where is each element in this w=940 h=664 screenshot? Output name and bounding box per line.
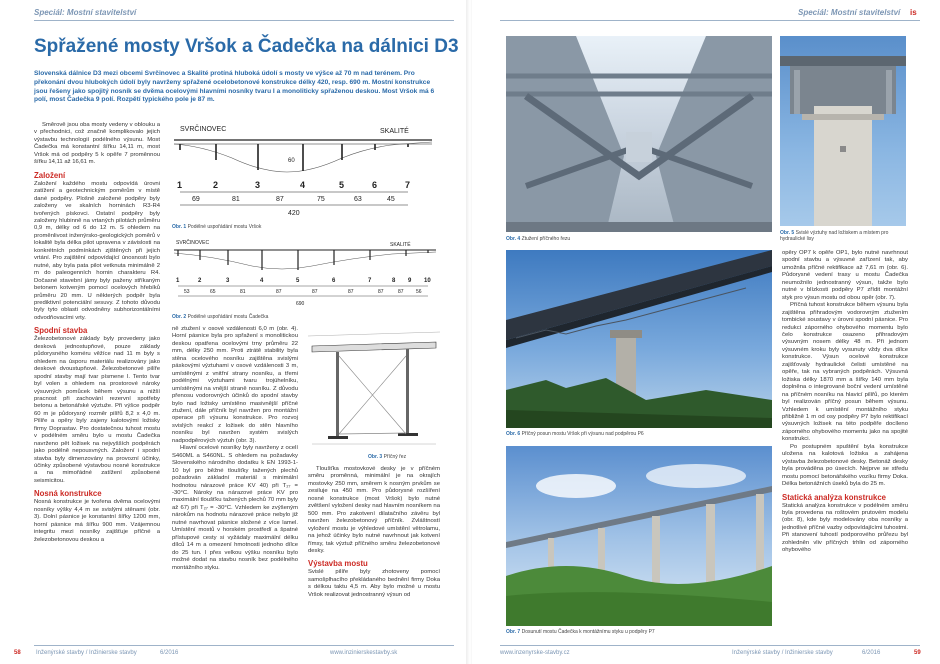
fig2-span-7: 87 xyxy=(378,289,384,295)
text-column-3 xyxy=(308,466,440,642)
footer-rule-right xyxy=(500,645,920,646)
fig4-caption-text: Ztužení příčného řezu xyxy=(521,236,571,242)
header-rule-right xyxy=(500,20,920,21)
right-page xyxy=(472,0,940,664)
fig1-span-2: 81 xyxy=(232,196,240,203)
fig4-caption-num: Obr. 4 xyxy=(506,236,521,242)
fig1-pier-1: 1 xyxy=(177,180,183,190)
paragraph-col3: Tloušťka mostovkové desky je v příčném směru proměnná, minimální je na okrajích mostovky 250 mm, směrem k nosným prvkům se zesiluje na 450 mm. Pro půdorysné rozšíření nosné konstrukce (most Vršok) bylo nutné zvětšení vyložení desky nad hlavním nosníkem na 500 mm. Pro zakotvení dilatačního závěru byl navržen železobetonový příčník. Zvláštností vyložení mostu je výhledové umístění větrolamu, na jehož účinky bylo nutné navrhnout jak kotvení římsy, tak výztuž příčného směru železobetonové desky. xyxy=(308,466,440,554)
fig2-span-5: 87 xyxy=(312,289,318,295)
paragraph-right-3: Po postupném spuštění byla konstrukce uložena na kalotová ložiska a zahájena výstavba železobetonové desky. Betonáž desky byla prováděna po úsecích. Nejprve se středu mostu pomocí betonářského vozíku firmy Doka. Délka betonážních úseků byla do 25 m. xyxy=(782,443,908,488)
paragraph-spodni-stavba: Železobetonové základy byly provedeny jako desková jednostupňové, pouze základy půdorysného koméru věžíce nad 11 m byly s ohledem na úsporu materiálu realizovány jako deskové dvoustupňové. Železobetonové pilíře spodní stavby mají tvar písmene I. Tento tvar byl volen s ohledem na prostorové nároky výsuvných pomůcek během výsunu a nižší pracnost při zachování rezervní spotřeby betonu a betonářské výztuže. Při výšce podpěr 60 m je půdorysný rozměr pilířů 8,2 x 4,0 m. Pilíře a opěry byly zajeny kalotovými ložisky firmy Doprastav. Pro dostatečnou tuhost mostu v podélném směru bylo u mostu Čadečka navrženo pět ložisek na nejvyšších podpěrách jako podélně nepousvných. Založení i spodní stavba byly dimenzovány na provozní účinky, účinky způsobené výstavbou nosné konstrukce a na mimořádné zatížení způsobené seismicitou. xyxy=(34,336,160,484)
fig1-label-left: SVRČINOVEC xyxy=(180,126,227,133)
fig1-span-4: 75 xyxy=(317,196,325,203)
paragraph-nosna-konstrukce: Nosná konstrukce je tvořena dvěma ocelovými nosníky výšky 4,4 m se svislými stěnami (obr. 3). Dolní pásnice je konstantní šířky 1200 mm, horní pásnice má šířku 900 mm. Vzájemnou integritu mezi nosníky zajišťuje příčné a železobetonovou deskou a xyxy=(34,499,160,543)
page-number-left: 58 xyxy=(14,650,21,656)
fig5-caption-num: Obr. 5 xyxy=(780,230,795,236)
photo-girder-bracing xyxy=(506,36,772,232)
fig1-pier-3: 3 xyxy=(255,180,261,190)
paragraph-col2-2: Hlavní ocelové nosníky byly navrženy z ocelí S460ML a S460NL. S ohledem na požadavky Slovenského národního dodatku k EN 1993-1-10 byl pro běžné tloušťky tažených plechů požadován základní materiál s minimální hodnotou nárazové práce KV 40) při T₂₇ = -30°C. Nároky na nárazové práce KV pro maximální tloušťku tažených plechů 70 mm byly až 67) při T₂₇ = -30°C. Vzhledem ke zvýšeným nárokům na hodnotu nárazové práce nebylo již nutné navrhovat pásnice složené z více lamel. Umístění mostů v horském prostředí a špatné přístupové cesty si vyžádaly maximální délku dílců 14 m a omezení hmotnosti jednoho dílce do 25 tun. I přes velkou výšku nosníku bylo možné dodat na stavbu nosník bez podélného montážního styku. xyxy=(172,445,298,571)
page-number-right: 59 xyxy=(914,650,921,656)
journal-name-left: Inženýrské stavby / Inžinierske stavby xyxy=(36,650,137,656)
fig3-caption-text: Příčný řez xyxy=(383,454,407,460)
right-page-label: is xyxy=(910,8,917,17)
text-column-1 xyxy=(34,122,160,642)
figure-5-caption xyxy=(780,230,910,242)
paragraph-staticka-analyza: Statická analýza konstrukce v podélném směru byla provedena na roštovém prutovém modelu (obr. 8), kde byly modelovány oba nosníky a jednotlivé příčné vazby odpovídajícími tuhostmi. Při stanovení tuhostí podporového průřezu byl zohledněn vliv příčných trhlin od záporného ohybového xyxy=(782,502,908,554)
fig1-height: 60 xyxy=(288,158,295,164)
fig1-pier-5: 5 xyxy=(339,180,345,190)
fig1-pier-6: 6 xyxy=(372,180,378,190)
fig2-pier-10: 10 xyxy=(424,278,431,284)
url-right: www.inzenyrske-stavby.cz xyxy=(500,650,570,656)
paragraph-col2-1: ně ztužení v osové vzdálenosti 6,0 m (obr. 4). Horní pásnice byla pro spřažení s monolitickou deskou opatřena ocelovými trny průměru 22 mm, délky 250 mm. Proti ztrátě stability byla stěna ocelového nosníku zajištěna svislými páskovými výztuhami v osové vzdálenosti 3 m, umístěnými z vnitřní strany nosníku, a třemi podélnými výztuhami tvaru trojúhelníku, umístěnými na vnější straně nosníku. Z důvodu přenosu vodorovných účinků do spodní stavby bylo nad ložisky umístěno masivnější příčné ztužení, dále příčník byl navržen pro montážní operace při výsunu konstrukce. Pro rozvoj svislých reakcí z ložisek do stěn hlavního nosníku byl navržen systém svislých nadpodpěrových výztuh (obr. 3). xyxy=(172,326,298,444)
fig2-label-right: SKALITÉ xyxy=(390,242,411,248)
figure-6-caption xyxy=(506,431,772,437)
figure-3-caption xyxy=(368,454,438,460)
article-lead: Slovenská dálnice D3 mezi obcemi Svrčinovec a Skalité protíná hluboká údolí s mosty ve výšce až 70 m nad terénem. Pro překonání dvou hlubokých údolí byly navrženy spřažené ocelobetonové konstrukce délky 420, resp. 690 m. Mostní konstrukce jsou řešeny jako spojitý nosník se dvěma ocelovými hlavními nosníky tvaru I a monoliticky spřaženou deskou. Most Vršok má 6 polí, most Čadečka 9 polí. Rozpětí typického pole je 87 m. xyxy=(34,70,435,104)
figure-1-caption xyxy=(172,224,440,230)
fig2-total: 690 xyxy=(296,301,305,307)
heading-staticka-analyza: Statická analýza konstrukce xyxy=(782,492,887,502)
fig2-label-left: SVRČINOVEC xyxy=(176,240,210,246)
fig2-span-6: 87 xyxy=(348,289,354,295)
fig2-span-8: 87 xyxy=(398,289,404,295)
figure-2-cadecka-elevation xyxy=(172,236,440,310)
fig2-pier-5: 5 xyxy=(296,278,300,284)
heading-nosna-konstrukce: Nosná konstrukce xyxy=(34,489,102,499)
fig2-span-9: 56 xyxy=(416,289,422,295)
fig1-pier-7: 7 xyxy=(405,180,411,190)
fig2-pier-2: 2 xyxy=(198,278,202,284)
fig1-total: 420 xyxy=(288,210,300,217)
fig3-caption-num: Obr. 3 xyxy=(368,454,383,460)
fig2-span-2: 65 xyxy=(210,289,216,295)
figure-3-cross-section xyxy=(306,326,442,452)
intro-paragraph: Směrově jsou oba mosty vedeny v oblouku a v přechodnici, což značně komplikovalo jejich výstavbu technologií podélného výsunu. Most Čadečka má konstantní šířku 14,11 m, most Vršok má od podpěry 5 k opěře 7 proměnnou šířku 14,11 až 16,61 m. xyxy=(34,122,160,166)
fig2-pier-4: 4 xyxy=(260,278,264,284)
fig2-caption-num: Obr. 2 xyxy=(172,314,187,320)
section-header-right: Speciál: Mostní stavitelství xyxy=(798,8,901,17)
fig1-pier-4: 4 xyxy=(300,180,306,190)
fig2-pier-3: 3 xyxy=(226,278,230,284)
photo-vrsok-launch xyxy=(506,250,772,428)
photo-cadecka-launch xyxy=(506,446,772,626)
figure-7-caption xyxy=(506,629,772,635)
figure-2-caption xyxy=(172,314,440,320)
fig1-span-6: 45 xyxy=(387,196,395,203)
header-rule-left xyxy=(34,20,454,21)
heading-vystavba: Výstavba mostu xyxy=(308,559,368,569)
fig1-span-5: 63 xyxy=(354,196,362,203)
fig2-span-4: 87 xyxy=(276,289,282,295)
fig2-pier-1: 1 xyxy=(176,278,180,284)
paragraph-right-1: opěry OP7 k opěře OP1, bylo nutné navrhnout spodní stavbu a výsuvné zařízení tak, aby umožnila příčné rektifikace až 7,61 m (obr. 6). Půdorysné vedení trasy u mostu Čadečka neumožnilo jednostranný výsun, takže bylo nutné v blízkosti podpěry P7 zřídit montážní styk pro výsun mostu od obou opěr (obr. 7). xyxy=(782,250,908,301)
fig6-caption-num: Obr. 6 xyxy=(506,431,521,437)
fig1-pier-2: 2 xyxy=(213,180,219,190)
fig1-label-right: SKALITÉ xyxy=(380,128,409,135)
paragraph-vystavba: Svislé pilíře byly zhotoveny pomocí samošplhacího překládaného bednění firmy Doka s délkou taktu 4,5 m. Aby bylo možné u mostu Vršok realizovat jednostranný výsun od xyxy=(308,569,440,598)
fig2-span-1: 53 xyxy=(184,289,190,295)
fig1-span-3: 87 xyxy=(276,196,284,203)
fig1-caption-num: Obr. 1 xyxy=(172,224,187,230)
figure-4-caption xyxy=(506,236,772,242)
journal-name-right: Inženýrské stavby / Inžinierske stavby xyxy=(732,650,833,656)
footer-rule-left xyxy=(34,645,454,646)
fig2-pier-7: 7 xyxy=(368,278,372,284)
fig7-caption-num: Obr. 7 xyxy=(506,629,521,635)
issue-left: 6/2016 xyxy=(160,650,179,656)
figure-1-vrsok-elevation xyxy=(172,122,440,222)
fig1-caption-text: Podélné uspořádání mostu Vršok xyxy=(187,224,262,230)
fig2-span-3: 81 xyxy=(240,289,246,295)
fig5-caption-text: Svislé výztuhy nad ložiskem a místem pro hydraulické lisy xyxy=(780,230,889,242)
fig2-pier-6: 6 xyxy=(332,278,336,284)
fig1-span-1: 69 xyxy=(192,196,200,203)
article-title: Spřažené mosty Vršok a Čadečka na dálnici D3 xyxy=(34,36,459,57)
fig2-pier-8: 8 xyxy=(392,278,396,284)
text-column-2 xyxy=(172,326,298,642)
fig7-caption-text: Dosunutí mostu Čadečka k montážnímu styku u podpěry P7 xyxy=(521,629,655,635)
text-column-right xyxy=(782,250,908,642)
url-left: www.inzinierskestavby.sk xyxy=(330,650,398,656)
fig2-caption-text: Podélné uspořádání mostu Čadečka xyxy=(187,314,269,320)
heading-zalozeni: Založení xyxy=(34,170,66,180)
fig2-pier-9: 9 xyxy=(408,278,412,284)
issue-right: 6/2016 xyxy=(862,650,881,656)
section-header-left: Speciál: Mostní stavitelství xyxy=(34,8,137,17)
fig6-caption-text: Příčný posun mostu Vršok při výsunu nad podpěrou P6 xyxy=(521,431,644,437)
paragraph-zalozeni: Založení každého mostu odpovídá úrovni zatížení a geotechnickým poměrům v místě dané podpěry. Plošně založené podpěry byly založeny ve skalních horninách R3-R4 tvořených pískovci. Ostatní podpěry byly založeny hlubinně na vrtaných pilotách průměru 0,9 m, délky od 6 do 12 m. S ohledem na proměnlivost inženýrsko-geologických poměrů v lokalitě byla délka pilot upravena v závislosti na konkrétních podmínkách zjištěných při jejich vrtání. Pro zajištění odpovídající únosnosti bylo nutné, aby byla pata pilot vetknuta minimálně 2 m do paleogenních hornin charakteru R4. Dočasné stavební jámy byly paženy stříkaným betonem kotveným pomocí ocelových hřebíků průměru 20 mm. U některých podpěr byla prediktivní potenciální sesuvy. Z tohoto důvodu byly tyto oblasti odvodněny subhorizontálními odvodňovacími vrty. xyxy=(34,180,160,321)
photo-pier-stiffeners xyxy=(780,36,906,226)
left-page xyxy=(0,0,468,664)
paragraph-right-2: Příčná tuhost konstrukce během výsunu byla zajištěna přihradovým vodorovným ztužením tombické soustavy v úrovni spodní pásnice. Pro redukci záporného ohybového momentu bylo čelo konstrukce osazeno přihradovým výsuvným nosem délky 48 m. Při jednom výsuvném kroku byly vysunuty vždy dva dílce konstrukce. Výsun ocelové konstrukce zajišťovaly hydraulické čelisti umístěné na opěře, tak na vybraných podpěrách. Výsuvná ložiska délky 1870 mm a šířky 140 mm byla doplněna o integrované boční vedení umístěné na příčném nosníku na hlavicí pilířů, po kterém byl realizován příčný posun během výsunu. Vzhledem k umístění montážního styku přibližně 1 m od osy podpěry P7 bylo rektifikací výsuvných ložisek na této podpěře docíleno záporného ohybového momentu jako na spojité konstrukci. xyxy=(782,302,908,443)
heading-spodni-stavba: Spodní stavba xyxy=(34,326,88,336)
